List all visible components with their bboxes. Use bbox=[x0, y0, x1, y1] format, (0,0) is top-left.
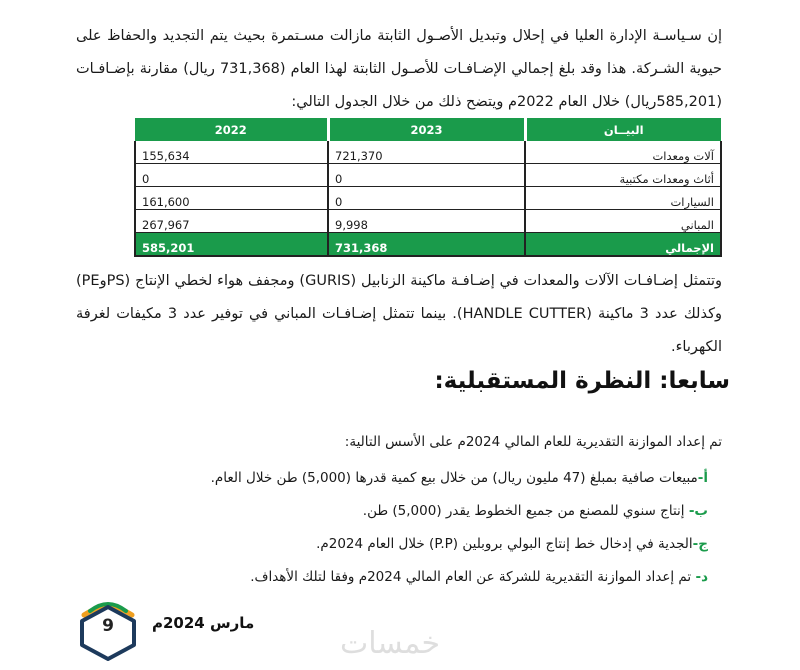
table-total-row bbox=[135, 233, 721, 257]
header-2023: 2023 bbox=[328, 118, 525, 141]
item-marker: أ- bbox=[697, 470, 708, 486]
table-row bbox=[135, 164, 721, 187]
section-heading: سابعا: النظرة المستقبلية: bbox=[434, 368, 730, 394]
value-2023: 721,370 bbox=[328, 141, 525, 164]
value-2023: 0 bbox=[328, 164, 525, 187]
total-label: الإجمالي bbox=[525, 233, 721, 257]
list-item bbox=[211, 528, 708, 561]
header-description: البيــان bbox=[525, 118, 721, 141]
row-label: أثاث ومعدات مكتبية bbox=[525, 164, 721, 187]
total-2023: 731,368 bbox=[328, 233, 525, 257]
table-row bbox=[135, 210, 721, 233]
budget-intro: تم إعداد الموازنة التقديرية للعام المالي 2024م على الأسس التالية: bbox=[344, 434, 722, 450]
row-label: آلات ومعدات bbox=[525, 141, 721, 164]
fixed-assets-table bbox=[134, 118, 722, 257]
value-2022: 161,600 bbox=[135, 187, 328, 210]
fixed-assets-paragraph: إن سـياسـة الإدارة العليا في إحلال وتبديل الأصـول الثابتة مازالت مسـتمرة بحيث يتم التجديد والحفاظ على حيوية الشـركة. هذا وقد بلغ إجمالي الإضـافـات للأصـول الثابتة لهذا العام (731,368 ريال) مقارنة بإضـافـات (585,201ريال) خلال العام 2022م ويتضح ذلك من خلال الجدول التالي: bbox=[76, 28, 722, 110]
total-2022: 585,201 bbox=[135, 233, 328, 257]
page-number: 9 bbox=[102, 616, 114, 636]
footer-date: مارس 2024م bbox=[152, 614, 255, 632]
additions-detail-paragraph: وتتمثل إضـافـات الآلات والمعدات في إضـافـة ماكينة الزنابيل (GURIS) ومجفف هواء لخطي الإنتاج (PSوPE) وكذلك عدد 3 ماكينة (HANDLE CUTTER). بينما تتمثل إضـافـات المباني في توفير عدد 3 مكيفات لغرفة الكهرباء. bbox=[76, 273, 723, 355]
value-2022: 267,967 bbox=[135, 210, 328, 233]
budget-bases-list bbox=[211, 462, 708, 594]
header-2022: 2022 bbox=[135, 118, 328, 141]
list-item bbox=[211, 561, 708, 594]
value-2023: 9,998 bbox=[328, 210, 525, 233]
table-row bbox=[135, 141, 721, 164]
list-item bbox=[211, 495, 708, 528]
value-2022: 155,634 bbox=[135, 141, 328, 164]
watermark: خمسات bbox=[340, 626, 441, 661]
row-label: المباني bbox=[525, 210, 721, 233]
item-marker: د- bbox=[695, 569, 708, 585]
list-item bbox=[211, 462, 708, 495]
item-marker: ب- bbox=[688, 503, 708, 519]
item-text: تم إعداد الموازنة التقديرية للشركة عن العام المالي 2024م وفقا لتلك الأهداف. bbox=[250, 569, 696, 585]
item-text: إنتاج سنوي للمصنع من جميع الخطوط يقدر (5,000) طن. bbox=[362, 503, 689, 519]
table-row bbox=[135, 187, 721, 210]
value-2022: 0 bbox=[135, 164, 328, 187]
item-marker: ج- bbox=[692, 536, 708, 552]
table-header-row bbox=[135, 118, 721, 141]
value-2023: 0 bbox=[328, 187, 525, 210]
row-label: السيارات bbox=[525, 187, 721, 210]
item-text: الجدية في إدخال خط إنتاج البولي بروبلين (P.P) خلال العام 2024م. bbox=[316, 536, 693, 552]
item-text: مبيعات صافية بمبلغ (47 مليون ريال) من خلال بيع كمية قدرها (5,000) طن خلال العام. bbox=[210, 470, 698, 486]
